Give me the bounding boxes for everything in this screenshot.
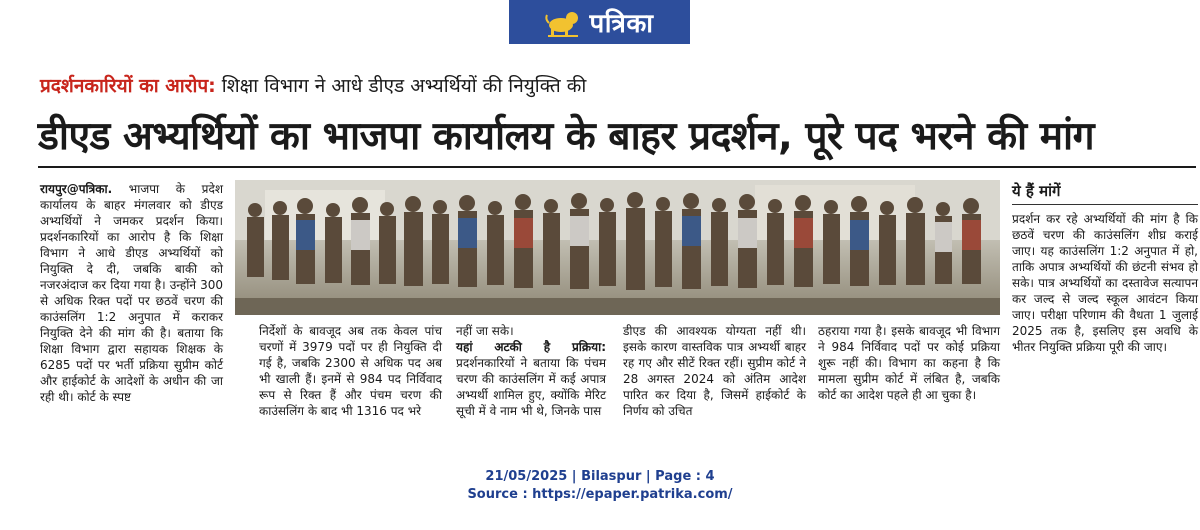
article-column-4: डीएड की आवश्यक योग्यता नहीं थी। इसके कारण वास्तविक पात्र अभ्यर्थी बाहर रह गए और सीटें रिक्त रहीं। सुप्रीम कोर्ट ने 28 अगस्त 2024 को अंतिम आदेश पारित कर दिया है, जिसमें हाईकोर्ट के निर्णय को उचित [623, 324, 806, 418]
footer-date-line: 21/05/2025 | Bilaspur | Page : 4 [485, 469, 715, 484]
article-column-5: ठहराया गया है। इसके बावजूद भी विभाग ने 984 निर्विवाद पदों पर कोई प्रक्रिया शुरू नहीं की। विभाग का कहना है कि मामला सुप्रीम कोर्ट में लंबित है, जबकि कोर्ट का आदेश पहले ही आ चुका है। [818, 324, 1000, 402]
kicker-lead: प्रदर्शनकारियों का आरोप: [40, 75, 216, 97]
protest-photo [235, 180, 1000, 315]
masthead [509, 0, 690, 44]
article-column-2: निर्देशों के बावजूद अब तक केवल पांच चरणों में 3979 पदों पर ही नियुक्ति दी गई है, जबकि 2300 से अधिक पद अब भी खाली हैं। इनमें से 984 पद निर्विवाद रूप से रिक्त हैं और पंचम चरण की काउंसलिंग के बाद भी 1316 पद भरे [259, 324, 442, 418]
headline: डीएड अभ्यर्थियों का भाजपा कार्यालय के बाहर प्रदर्शन, पूरे पद भरने की मांग [38, 114, 1095, 159]
demands-sidebar [1012, 181, 1198, 355]
column-1-text: भाजपा के प्रदेश कार्यालय के बाहर मंगलवार को डीएड अभ्यर्थियों ने जमकर प्रदर्शन किया। प्रदर्शनकारियों का आरोप है कि शिक्षा विभाग ने आधे डीएड अभ्यर्थियों को नियुक्ति दे दी, जबकि बाकी को नजरअंदाज कर दिया गया है। उन्होंने 300 से अधिक रिक्त पदों पर छठवें चरण की काउंसलिंग 1:2 अनुपात में कराकर नियुक्ति देने की मांग की है। बताया कि शिक्षा विभाग द्वारा सहायक शिक्षक के 6285 पदों पर भर्ती प्रक्रिया सुप्रीम कोर्ट और हाईकोर्ट के आदेशों के अधीन की जा रही थी। कोर्ट के स्पष्ट [40, 182, 223, 404]
headline-rule [38, 166, 1196, 168]
footer-source-link[interactable]: Source : https://epaper.patrika.com/ [467, 487, 733, 502]
protest-crowd-image [235, 180, 1000, 315]
subheading: यहां अटकी है प्रक्रिया: [456, 340, 606, 354]
kicker [40, 72, 586, 98]
dateline: रायपुर@पत्रिका. [40, 182, 113, 196]
lion-icon [545, 7, 581, 37]
kicker-rest: शिक्षा विभाग ने आधे डीएड अभ्यर्थियों की नियुक्ति की [215, 75, 587, 97]
brand-name: पत्रिका [589, 9, 654, 39]
sidebar-title: ये हैं मांगें [1012, 181, 1198, 205]
column-3-text-b: प्रदर्शनकारियों ने बताया कि पंचम चरण की काउंसलिंग में कई अपात्र अभ्यर्थी शामिल हुए, क्योंकि मेरिट सूची में वे नाम भी थे, जिनके पास [456, 356, 606, 418]
sidebar-text: प्रदर्शन कर रहे अभ्यर्थियों की मांग है कि छठवें चरण की काउंसलिंग शीघ्र कराई जाए। यह काउंसलिंग 1:2 अनुपात में हो, ताकि अपात्र अभ्यर्थियों की छंटनी संभव हो सके। पात्र अभ्यर्थियों का दस्तावेज सत्यापन कर जल्द से जल्द स्कूल आवंटन किया जाए। परीक्षा परिणाम की वैधता 1 जुलाई 2025 तक है, इसलिए इस अवधि के भीतर नियुक्ति प्रक्रिया पूरी की जाए। [1012, 212, 1198, 354]
article-column-3 [456, 323, 606, 419]
article-column-1 [40, 181, 223, 405]
column-3-text-a: नहीं जा सके। [456, 324, 514, 338]
footer [0, 468, 1200, 504]
